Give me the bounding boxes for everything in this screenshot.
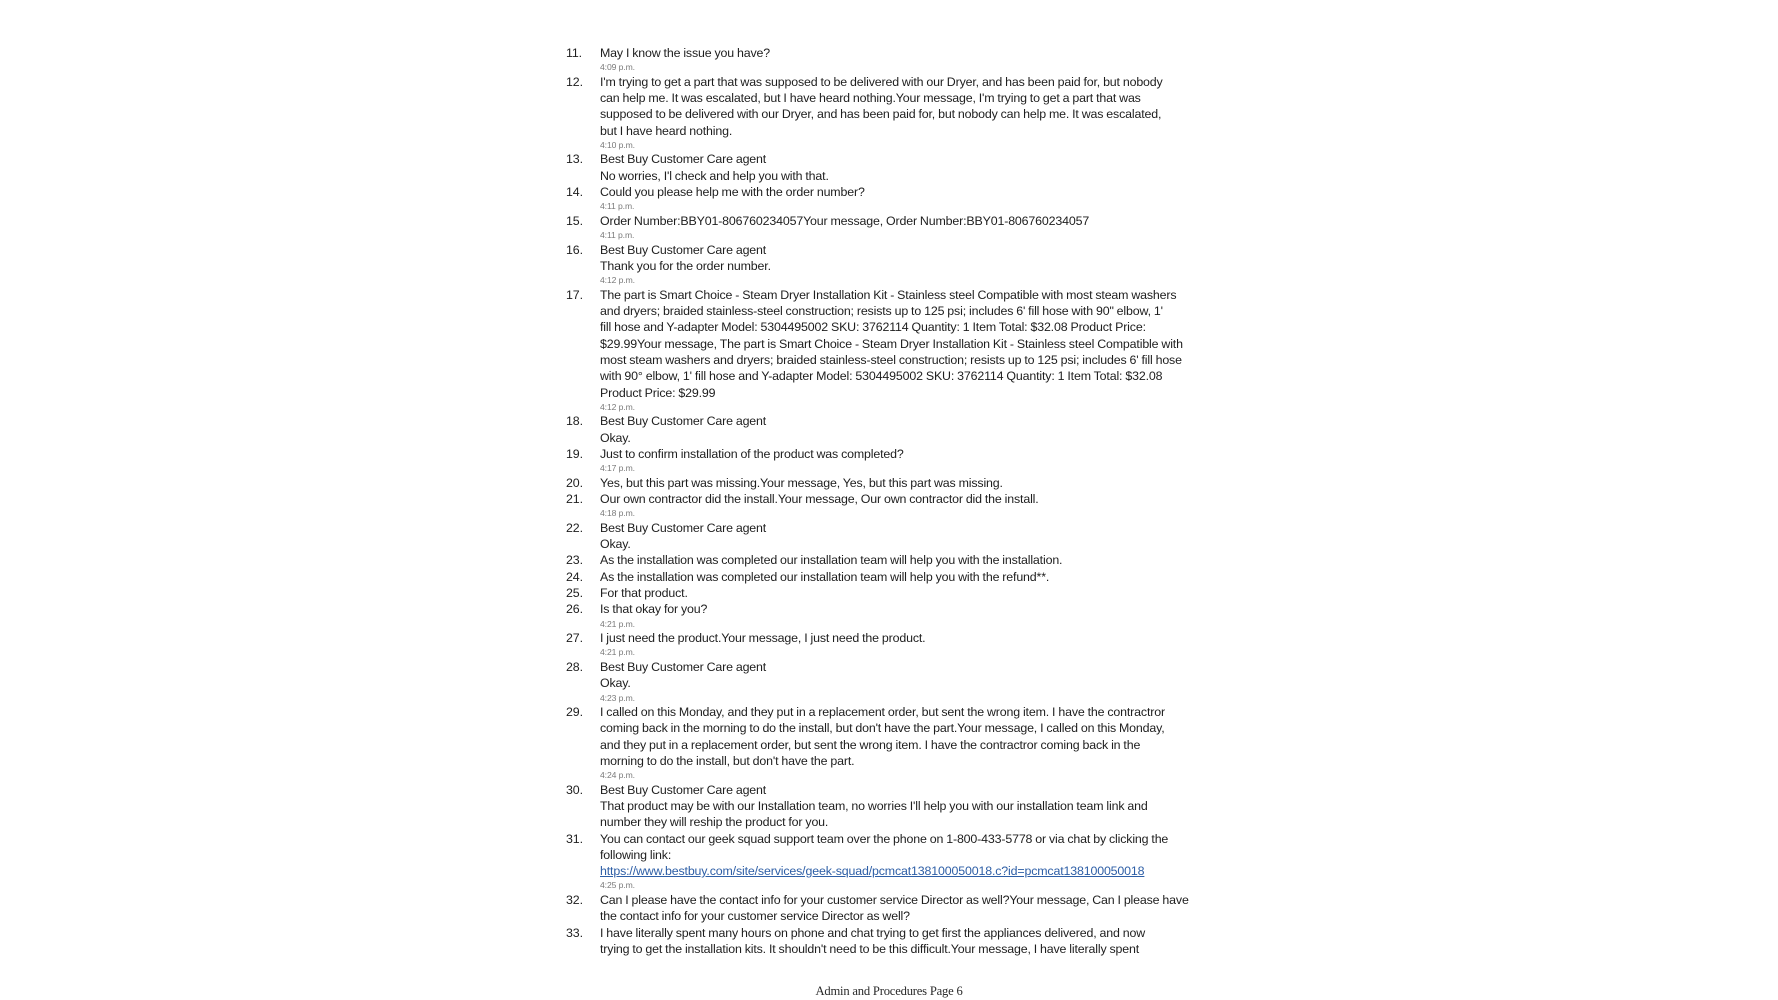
entry-number: 11. [566,46,583,60]
entry-text-line: fill hose and Y-adapter Model: 5304495002 SKU: 3762114 Quantity: 1 Item Total: $32.08 Product Price: [600,320,1146,335]
entry-text-line: Could you please help me with the order number? [600,185,865,200]
entry-text-line: but I have heard nothing. [600,123,733,138]
entry-number: 14. [566,185,583,200]
entry-text-line: I just need the product.Your message, I just need the product. [600,631,926,646]
transcript-entry [566,151,1206,184]
entry-text-line: Best Buy Customer Care agent [600,782,767,797]
transcript-entry [566,491,1206,520]
entry-text-line: the contact info for your customer service Director as well? [600,909,910,924]
transcript-entry [566,242,1206,287]
message-timestamp: 4:11 p.m. [600,230,635,241]
entry-number: 23. [566,553,583,568]
entry-text-line: and they put in a replacement order, but sent the wrong item. I have the contractror coming back in the [600,737,1141,752]
message-timestamp: 4:24 p.m. [600,770,635,781]
entry-text-line: most steam washers and dryers; braided stainless-steel construction; resists up to 125 psi; includes 6' fill hose [600,352,1182,367]
entry-text-line: $29.99Your message, The part is Smart Choice - Steam Dryer Installation Kit - Stainless steel Compatible with [600,336,1183,351]
entry-number: 13. [566,152,583,167]
entry-text-line: Our own contractor did the install.Your message, Our own contractor did the install. [600,492,1039,507]
message-timestamp: 4:21 p.m. [600,618,635,629]
entry-number: 25. [566,586,583,601]
entry-text-line: and dryers; braided stainless-steel construction; resists up to 125 psi; includes 6' fill hose with 90" elbow, 1' [600,304,1163,319]
entry-number: 18. [566,414,583,429]
entry-text-line: following link: [600,847,672,862]
message-timestamp: 4:12 p.m. [600,275,635,286]
entry-text-line: coming back in the morning to do the install, but don't have the part.Your message, I called on this Monday, [600,721,1165,736]
chat-transcript-list [566,45,1206,957]
entry-text-line: As the installation was completed our installation team will help you with the installation. [600,553,1063,568]
transcript-entry [566,213,1206,242]
entry-text-line: As the installation was completed our installation team will help you with the refund**. [600,569,1050,584]
transcript-entry [566,45,1206,74]
entry-text-line: For that product. [600,586,688,601]
transcript-entry [566,446,1206,475]
entry-number: 16. [566,242,583,257]
entry-number: 33. [566,925,583,940]
entry-text-line: Just to confirm installation of the product was completed? [600,446,904,461]
message-timestamp: 4:09 p.m. [600,62,635,73]
entry-text-line: Product Price: $29.99 [600,385,716,400]
entry-number: 21. [566,492,583,507]
message-timestamp: 4:10 p.m. [600,139,635,150]
entry-number: 26. [566,602,583,617]
transcript-entry [566,782,1206,831]
entry-text-line: That product may be with our Installation team, no worries I'll help you with our installation team link and [600,798,1148,813]
entry-number: 22. [566,520,583,535]
entry-text-line: Best Buy Customer Care agent [600,659,767,674]
entry-text-line: Okay. [600,676,631,691]
entry-text-line: Best Buy Customer Care agent [600,152,767,167]
transcript-entry [566,520,1206,553]
transcript-entry [566,585,1206,601]
transcript-entry [566,74,1206,152]
transcript-entry [566,413,1206,446]
entry-text-line: Is that okay for you? [600,602,708,617]
message-timestamp: 4:11 p.m. [600,201,635,212]
transcript-entry [566,601,1206,630]
entry-text-line: I'm trying to get a part that was supposed to be delivered with our Dryer, and has been paid for, but nobody [600,74,1163,89]
entry-number: 28. [566,659,583,674]
transcript-entry [566,552,1206,568]
message-timestamp: 4:18 p.m. [600,508,635,519]
entry-text-line: The part is Smart Choice - Steam Dryer Installation Kit - Stainless steel Compatible with most steam washers [600,287,1177,302]
entry-number: 17. [566,287,583,302]
entry-number: 15. [566,213,583,228]
transcript-entry [566,184,1206,213]
entry-text-line: May I know the issue you have? [600,46,771,60]
message-timestamp: 4:17 p.m. [600,463,635,474]
entry-text-line: I have literally spent many hours on phone and chat trying to get first the appliances delivered, and now [600,925,1146,940]
message-timestamp: 4:23 p.m. [600,692,635,703]
entry-number: 30. [566,782,583,797]
entry-text-line: Yes, but this part was missing.Your message, Yes, but this part was missing. [600,475,1003,490]
entry-text-line: morning to do the install, but don't have the part. [600,753,855,768]
message-timestamp: 4:25 p.m. [600,880,635,891]
entry-number: 24. [566,569,583,584]
transcript-entry [566,569,1206,585]
entry-number: 31. [566,831,583,846]
transcript-entry [566,831,1206,892]
transcript-entry [566,475,1206,491]
transcript-entry [566,630,1206,659]
entry-number: 20. [566,475,583,490]
transcript-entry [566,704,1206,782]
entry-text-line: I called on this Monday, and they put in a replacement order, but sent the wrong item. I have the contractror [600,705,1165,719]
entry-number: 19. [566,446,583,461]
entry-text-line: trying to get the installation kits. It shouldn't need to be this difficult.Your message, I have literally spent [600,941,1140,956]
entry-text-line: Best Buy Customer Care agent [600,242,767,257]
entry-number: 32. [566,892,583,907]
geek-squad-link[interactable]: https://www.bestbuy.com/site/services/geek-squad/pcmcat138100050018.c?id=pcmcat138100050018 [600,864,1145,879]
transcript-entry [566,892,1206,925]
entry-text-line: Okay. [600,430,631,445]
page-footer: Admin and Procedures Page 6 [815,984,963,998]
entry-number: 29. [566,705,583,719]
entry-text-line: No worries, I'l check and help you with that. [600,168,829,183]
entry-text-line: with 90° elbow, 1' fill hose and Y-adapter Model: 5304495002 SKU: 3762114 Quantity: 1 Item Total: $32.08 [600,369,1163,384]
transcript-entry [566,925,1206,958]
entry-text-line: Okay. [600,537,631,552]
entry-link-line [600,863,1206,879]
entry-text-line: supposed to be delivered with our Dryer, and has been paid for, but nobody can help me. It was escalated, [600,107,1162,122]
entry-text-line: Can I please have the contact info for your customer service Director as well?Your message, Can I please have [600,892,1189,907]
entry-number: 27. [566,631,583,646]
entry-text-line: can help me. It was escalated, but I have heard nothing.Your message, I'm trying to get a part that was [600,91,1141,106]
message-timestamp: 4:21 p.m. [600,647,635,658]
entry-number: 12. [566,74,583,89]
transcript-entry [566,659,1206,704]
entry-text-line: Thank you for the order number. [600,258,771,273]
entry-text-line: number they will reship the product for you. [600,815,829,830]
entry-text-line: Order Number:BBY01-806760234057Your message, Order Number:BBY01-806760234057 [600,213,1090,228]
entry-text-line: Best Buy Customer Care agent [600,414,767,429]
entry-text-line: You can contact our geek squad support team over the phone on 1-800-433-5778 or via chat by clicking the [600,831,1169,846]
message-timestamp: 4:12 p.m. [600,401,635,412]
entry-text-line: Best Buy Customer Care agent [600,520,767,535]
transcript-entry [566,287,1206,414]
